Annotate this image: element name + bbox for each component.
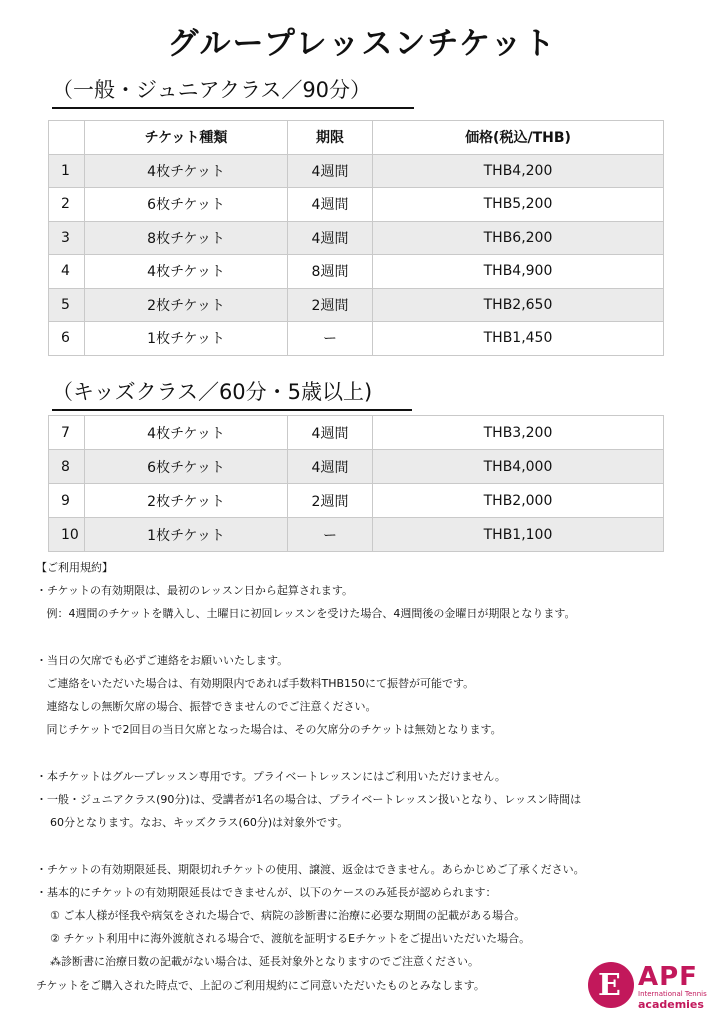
ticket-type: 8枚チケット — [85, 221, 288, 255]
apf-logo — [588, 962, 708, 1012]
terms-line: 例：4週間のチケットを購入し、土曜日に初回レッスンを受けた場合、4週間後の金曜日が期限となります。 — [36, 607, 576, 621]
row-number: 2 — [49, 188, 85, 222]
table-row — [49, 288, 664, 322]
terms-line: 60分となります。なお、キッズクラス(60分)は対象外です。 — [36, 816, 349, 830]
price: THB6,200 — [373, 221, 664, 255]
row-number: 9 — [49, 484, 85, 518]
ticket-type: 2枚チケット — [85, 484, 288, 518]
period: ー — [288, 518, 373, 552]
ticket-type: 6枚チケット — [85, 450, 288, 484]
terms-line: 同じチケットで2回目の当日欠席となった場合は、その欠席分のチケットは無効となります。 — [36, 723, 502, 737]
period: 4週間 — [288, 188, 373, 222]
logo-subtitle: International Tennis — [638, 990, 707, 998]
header-ticket-type: チケット種類 — [85, 121, 288, 155]
table-row — [49, 322, 664, 356]
table-row — [49, 484, 664, 518]
period: 4週間 — [288, 221, 373, 255]
row-number: 3 — [49, 221, 85, 255]
table-header-row — [49, 121, 664, 155]
terms-line: ご連絡をいただいた場合は、有効期限内であれば手数料THB150にて振替が可能です。 — [36, 677, 475, 691]
table-row — [49, 416, 664, 450]
period: 4週間 — [288, 154, 373, 188]
terms-of-use — [36, 556, 696, 997]
ticket-type: 4枚チケット — [85, 255, 288, 289]
price: THB5,200 — [373, 188, 664, 222]
terms-line: ・当日の欠席でも必ずご連絡をお願いいたします。 — [36, 653, 289, 667]
ticket-type: 4枚チケット — [85, 154, 288, 188]
price: THB4,000 — [373, 450, 664, 484]
header-number — [49, 121, 85, 155]
terms-line: ① ご本人様が怪我や病気をされた場合で、病院の診断書に治療に必要な期間の記載がある場合。 — [36, 909, 526, 923]
price-table-general — [48, 120, 664, 356]
ticket-type: 1枚チケット — [85, 322, 288, 356]
terms-line: ⁂診断書に治療日数の記載がない場合は、延長対象外となりますのでご注意ください。 — [36, 955, 479, 969]
terms-line: ・一般・ジュニアクラス(90分)は、受講者が1名の場合は、プライベートレッスン扱いとなり、レッスン時間は — [36, 793, 582, 807]
price: THB3,200 — [373, 416, 664, 450]
row-number: 10 — [49, 518, 85, 552]
ticket-type: 2枚チケット — [85, 288, 288, 322]
table-row — [49, 255, 664, 289]
logo-mark-icon — [588, 962, 634, 1008]
row-number: 6 — [49, 322, 85, 356]
terms-spacer — [36, 834, 696, 857]
terms-line: ② チケット利用中に海外渡航される場合で、渡航を証明するEチケットをご提出いただいた場合。 — [36, 932, 531, 946]
row-number: 5 — [49, 288, 85, 322]
terms-line: ・基本的にチケットの有効期限延長はできませんが、以下のケースのみ延長が認められます： — [36, 885, 497, 899]
period: 4週間 — [288, 450, 373, 484]
page-title: グループレッスンチケット — [167, 26, 557, 62]
price: THB4,900 — [373, 255, 664, 289]
header-period: 期限 — [288, 121, 373, 155]
row-number: 4 — [49, 255, 85, 289]
ticket-type: 6枚チケット — [85, 188, 288, 222]
period: ー — [288, 322, 373, 356]
terms-spacer — [36, 626, 696, 649]
terms-line: チケットをご購入された時点で、上記のご利用規約にご同意いただいたものとみなします。 — [36, 978, 485, 992]
price-table-kids — [48, 415, 664, 552]
period: 8週間 — [288, 255, 373, 289]
price: THB2,650 — [373, 288, 664, 322]
row-number: 8 — [49, 450, 85, 484]
table-row — [49, 188, 664, 222]
section-heading-general: （一般・ジュニアクラス／90分） — [52, 74, 414, 109]
ticket-type: 4枚チケット — [85, 416, 288, 450]
price: THB1,100 — [373, 518, 664, 552]
price: THB1,450 — [373, 322, 664, 356]
table-row — [49, 154, 664, 188]
header-price: 価格(税込/THB) — [373, 121, 664, 155]
ticket-type: 1枚チケット — [85, 518, 288, 552]
period: 2週間 — [288, 484, 373, 518]
logo-name: APF — [638, 962, 698, 992]
logo-academies: academies — [638, 998, 704, 1011]
section-heading-kids: （キッズクラス／60分・5歳以上) — [52, 376, 412, 411]
terms-spacer — [36, 742, 696, 765]
price: THB2,000 — [373, 484, 664, 518]
row-number: 7 — [49, 416, 85, 450]
terms-line: ・本チケットはグループレッスン専用です。プライベートレッスンにはご利用いただけません。 — [36, 769, 506, 783]
period: 2週間 — [288, 288, 373, 322]
table-row — [49, 450, 664, 484]
terms-line: ・チケットの有効期限は、最初のレッスン日から起算されます。 — [36, 584, 354, 598]
terms-line: ・チケットの有効期限延長、期限切れチケットの使用、譲渡、返金はできません。あらかじめご了承ください。 — [36, 862, 585, 876]
period: 4週間 — [288, 416, 373, 450]
row-number: 1 — [49, 154, 85, 188]
terms-heading: 【ご利用規約】 — [36, 561, 113, 574]
terms-line: 連絡なしの無断欠席の場合、振替できませんのでご注意ください。 — [36, 700, 377, 714]
logo-mark-letter: E — [598, 968, 621, 1003]
table-row — [49, 221, 664, 255]
table-row — [49, 518, 664, 552]
price: THB4,200 — [373, 154, 664, 188]
